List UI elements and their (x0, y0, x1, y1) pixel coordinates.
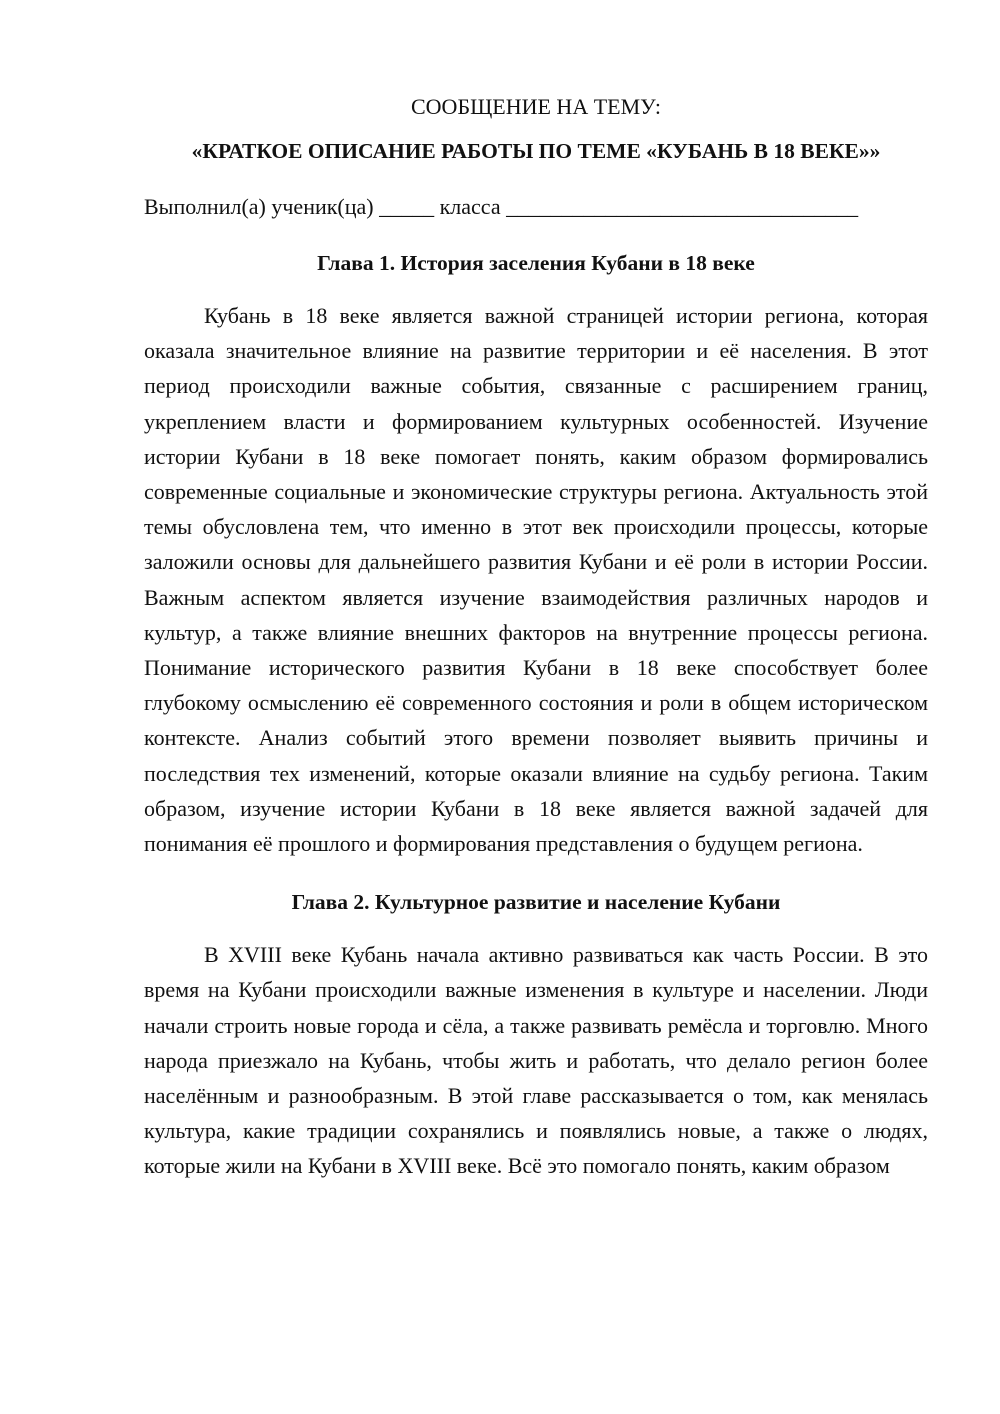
chapter-2-heading: Глава 2. Культурное развитие и население Кубани (291, 890, 781, 915)
document-page (144, 92, 928, 1184)
chapter-1-paragraph: Кубань в 18 веке является важной страницей истории региона, которая оказала значительное влияние на развитие территории и её населения. В этот период происходили важные события, связанные с расширением границ, укреплением власти и формированием культурных особенностей. Изучение истории Кубани в 18 веке помогает понять, каким образом формировались современные социальные и экономические структуры региона. Актуальность этой темы обусловлена тем, что именно в этот век происходили процессы, которые заложили основы для дальнейшего развития Кубани и её роли в истории России. Важным аспектом является изучение взаимодействия различных народов и культур, а также влияние внешних факторов на внутренние процессы региона. Понимание исторического развития Кубани в 18 веке способствует более глубокому осмыслению её современного состояния и роли в общем историческом контексте. Анализ событий этого времени позволяет выявить причины и последствия тех изменений, которые оказали влияние на судьбу региона. Таким образом, изучение истории Кубани в 18 веке является важной задачей для понимания её прошлого и формирования представления о будущем региона. (144, 303, 928, 857)
document-title: «КРАТКОЕ ОПИСАНИЕ РАБОТЫ ПО ТЕМЕ «КУБАНЬ В 18 ВЕКЕ»» (191, 139, 881, 163)
performer-line: Выполнил(а) ученик(ца) _____ класса ________________________________ (144, 194, 859, 219)
chapter-2-paragraph: В XVIII веке Кубань начала активно развиваться как часть России. В это время на Кубани происходили важные изменения в культуре и населении. Люди начали строить новые города и сёла, а также развивать ремёсла и торговлю. Много народа приезжало на Кубань, чтобы жить и работать, что делало регион более населённым и разнообразным. В этой главе рассказывается о том, как менялась культура, какие традиции сохранялись и появлялись новые, а также о людях, которые жили на Кубани в XVIII веке. Всё это помогало понять, каким образом (144, 942, 928, 1179)
chapter-1-heading: Глава 1. История заселения Кубани в 18 веке (317, 251, 755, 275)
header-subject-line: СООБЩЕНИЕ НА ТЕМУ: (411, 94, 661, 119)
